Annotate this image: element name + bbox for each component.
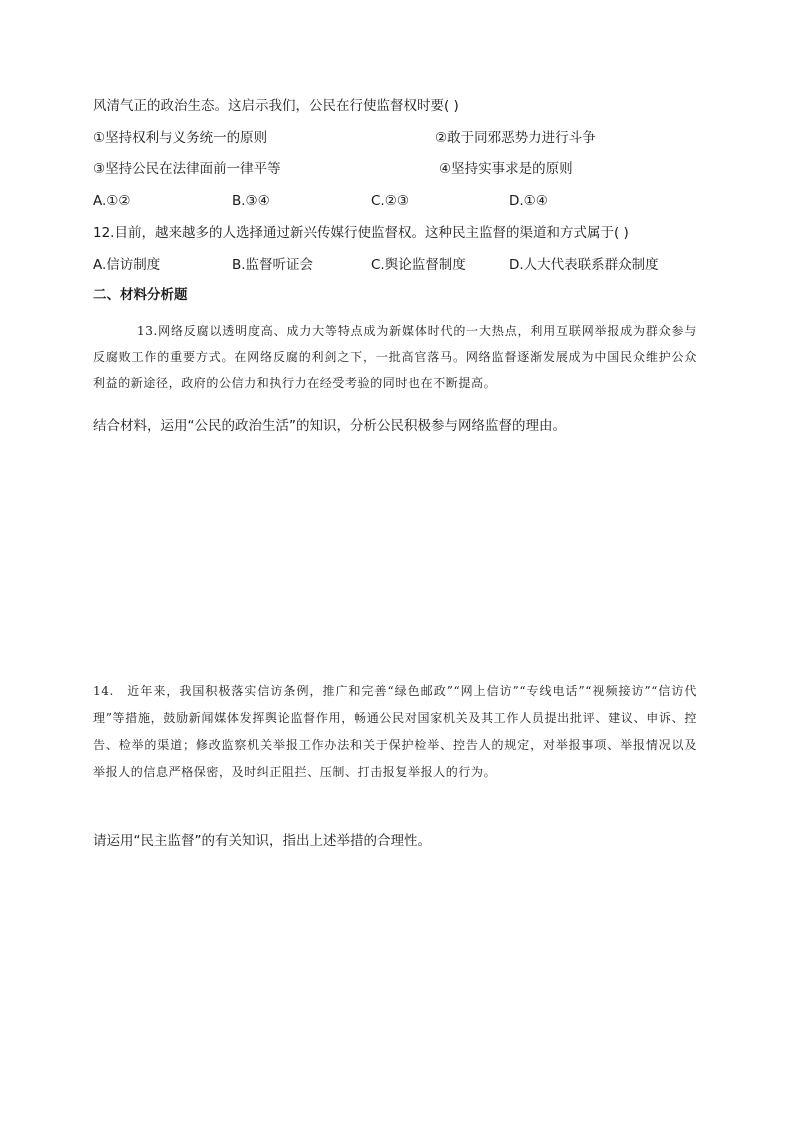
q12-option-b: B.监督听证会 [232, 257, 314, 273]
q11-statement-4: ④坚持实事求是的原则 [439, 161, 573, 177]
q11-option-a: A.①② [93, 193, 131, 209]
q12-option-a: A.信访制度 [93, 257, 161, 273]
q12-option-d: D.人大代表联系群众制度 [509, 257, 659, 273]
q11-option-b: B.③④ [232, 193, 270, 209]
q11-stem: 风清气正的政治生态。这启示我们，公民在行使监督权时要( ) [93, 98, 459, 114]
q12-stem: 12.目前，越来越多的人选择通过新兴传媒行使监督权。这种民主监督的渠道和方式属于( ) [93, 225, 629, 241]
q13-question: 结合材料，运用“公民的政治生活”的知识，分析公民积极参与网络监督的理由。 [93, 418, 566, 434]
q13-material: 13.网络反腐以透明度高、成力大等特点成为新媒体时代的一大热点，利用互联网举报成为群众参与反腐败工作的重要方式。在网络反腐的利剑之下，一批高官落马。网络监督逐渐发展成为中国民众维护公众利益的新途径，政府的公信力和执行力在经受考验的同时也在不断提高。 [93, 324, 697, 390]
section-title: 二、材料分析题 [93, 287, 188, 303]
q14-question: 请运用“民主监督”的有关知识，指出上述举措的合理性。 [93, 833, 431, 849]
q11-statement-3: ③坚持公民在法律面前一律平等 [93, 161, 281, 177]
q14-material: 14. 近年来，我国积极落实信访条例，推广和完善“绿色邮政”“网上信访”“专线电话”“视频接访”“信访代理”等措施，鼓励新闻媒体发挥舆论监督作用，畅通公民对国家机关及其工作人员提出批评、建议、申诉、控告、检举的渠道；修改监察机关举报工作办法和关于保护检举、控告人的规定，对举报事项、举报情况以及举报人的信息严格保密，及时纠正阻拦、压制、打击报复举报人的行为。 [93, 684, 697, 779]
q11-option-c: C.②③ [371, 193, 409, 209]
q11-statement-2: ②敢于同邪恶势力进行斗争 [435, 130, 596, 146]
q12-option-c: C.舆论监督制度 [371, 257, 466, 273]
q11-option-d: D.①④ [509, 193, 548, 209]
q11-statement-1: ①坚持权利与义务统一的原则 [93, 130, 268, 146]
